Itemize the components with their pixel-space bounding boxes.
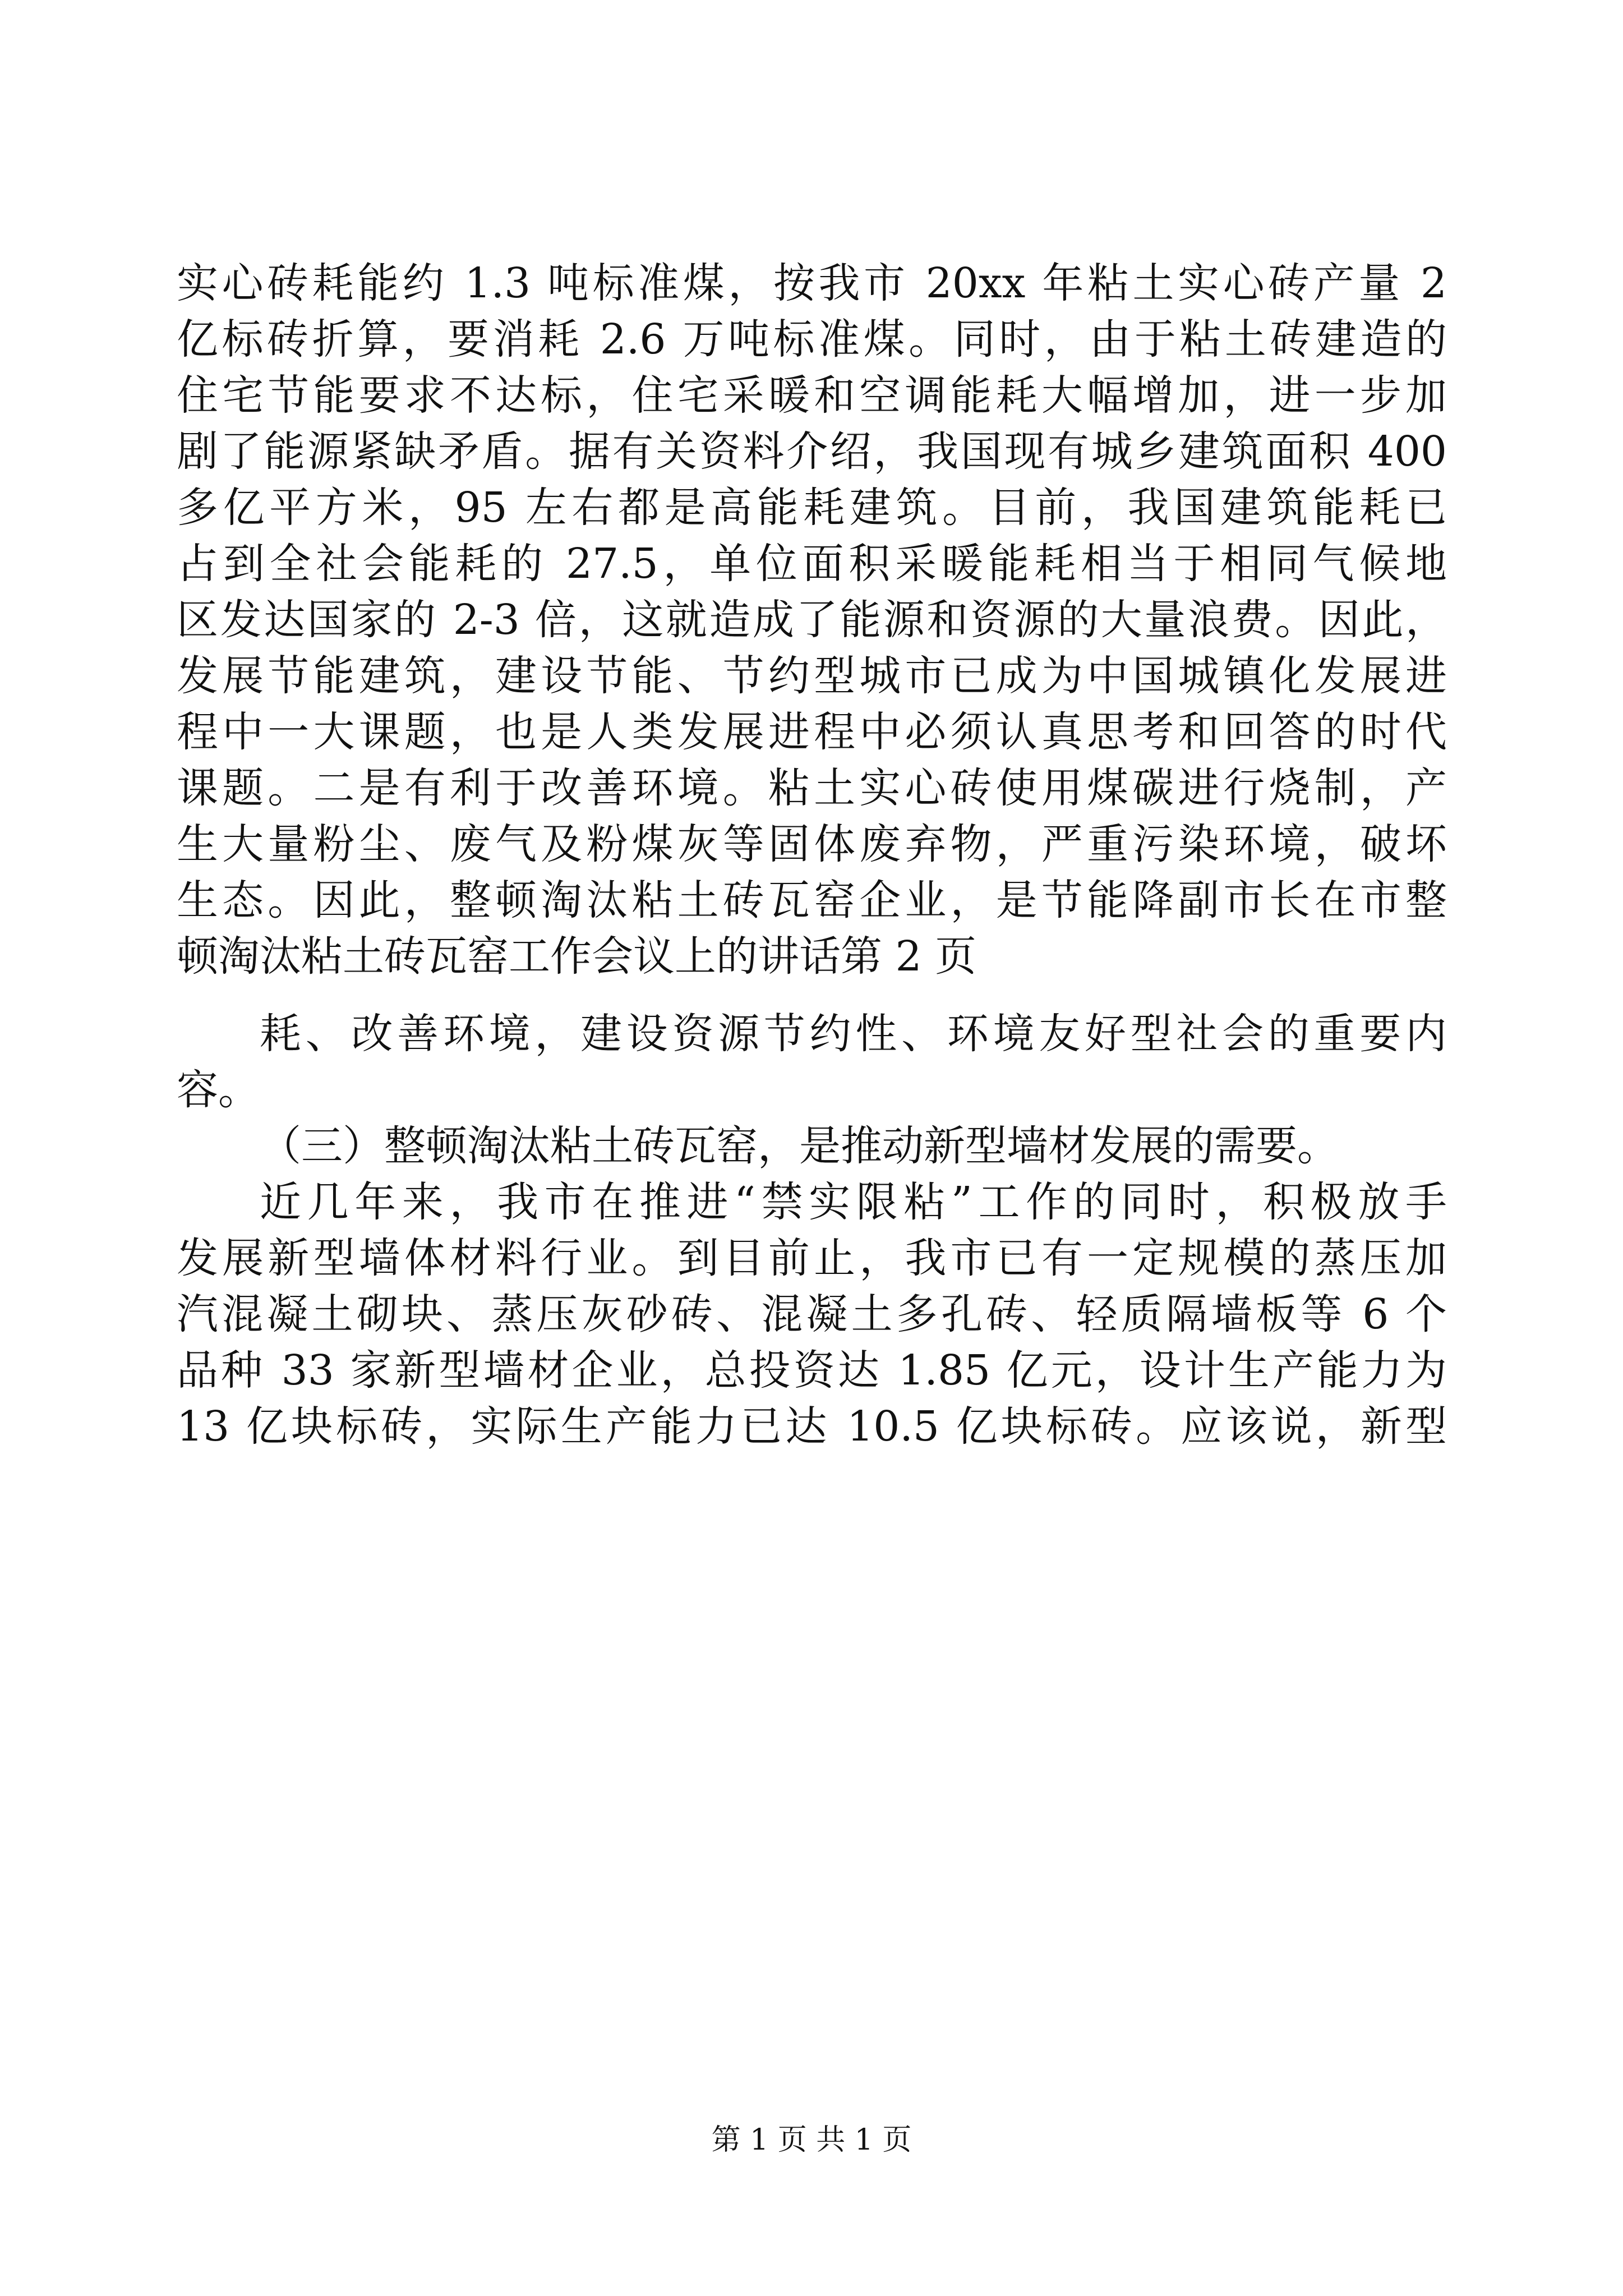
section-heading: （三）整顿淘汰粘土砖瓦窑，是推动新型墙材发展的需要。 — [260, 1122, 1339, 1170]
page-footer: 第 1 页 共 1 页 — [711, 2123, 912, 2157]
text-line: 住宅节能要求不达标，住宅采暖和空调能耗大幅增加，进一步加 — [177, 371, 1447, 420]
paragraph-line: 耗、改善环境，建设资源节约性、环境友好型社会的重要内 — [260, 1010, 1447, 1058]
paragraph-line: 品种 33 家新型墙材企业，总投资达 1.85 亿元，设计生产能力为 — [177, 1346, 1447, 1395]
text-line: 课题。二是有利于改善环境。粘土实心砖使用煤碳进行烧制，产 — [177, 764, 1447, 812]
paragraph-line: 容。 — [177, 1066, 260, 1114]
text-line: 区发达国家的 2-3 倍，这就造成了能源和资源的大量浪费。因此， — [177, 596, 1447, 644]
text-line: 生态。因此，整顿淘汰粘土砖瓦窑企业，是节能降副市长在市整 — [177, 876, 1447, 924]
text-line: 亿标砖折算，要消耗 2.6 万吨标准煤。同时，由于粘土砖建造的 — [177, 315, 1447, 364]
paragraph-line: 近几年来，我市在推进“禁实限粘”工作的同时，积极放手 — [260, 1178, 1447, 1226]
paragraph-line: 发展新型墙体材料行业。到目前止，我市已有一定规模的蒸压加 — [177, 1234, 1447, 1282]
text-line: 生大量粉尘、废气及粉煤灰等固体废弃物，严重污染环境，破坏 — [177, 820, 1447, 868]
text-line: 实心砖耗能约 1.3 吨标准煤，按我市 20xx 年粘土实心砖产量 2 — [177, 259, 1447, 307]
text-line: 占到全社会能耗的 27.5，单位面积采暖能耗相当于相同气候地 — [177, 540, 1447, 588]
text-line: 多亿平方米，95 左右都是高能耗建筑。目前，我国建筑能耗已 — [177, 484, 1447, 532]
text-line: 发展节能建筑，建设节能、节约型城市已成为中国城镇化发展进 — [177, 652, 1447, 700]
paragraph-line: 13 亿块标砖，实际生产能力已达 10.5 亿块标砖。应该说，新型 — [177, 1402, 1447, 1451]
document-body — [177, 255, 1447, 1455]
text-line: 顿淘汰粘土砖瓦窑工作会议上的讲话第 2 页 — [177, 932, 977, 981]
text-line: 程中一大课题，也是人类发展进程中必须认真思考和回答的时代 — [177, 708, 1447, 756]
text-line: 剧了能源紧缺矛盾。据有关资料介绍，我国现有城乡建筑面积 400 — [177, 427, 1447, 476]
paragraph-gap — [177, 984, 1447, 1006]
paragraph-line: 汽混凝土砌块、蒸压灰砂砖、混凝土多孔砖、轻质隔墙板等 6 个 — [177, 1290, 1447, 1338]
